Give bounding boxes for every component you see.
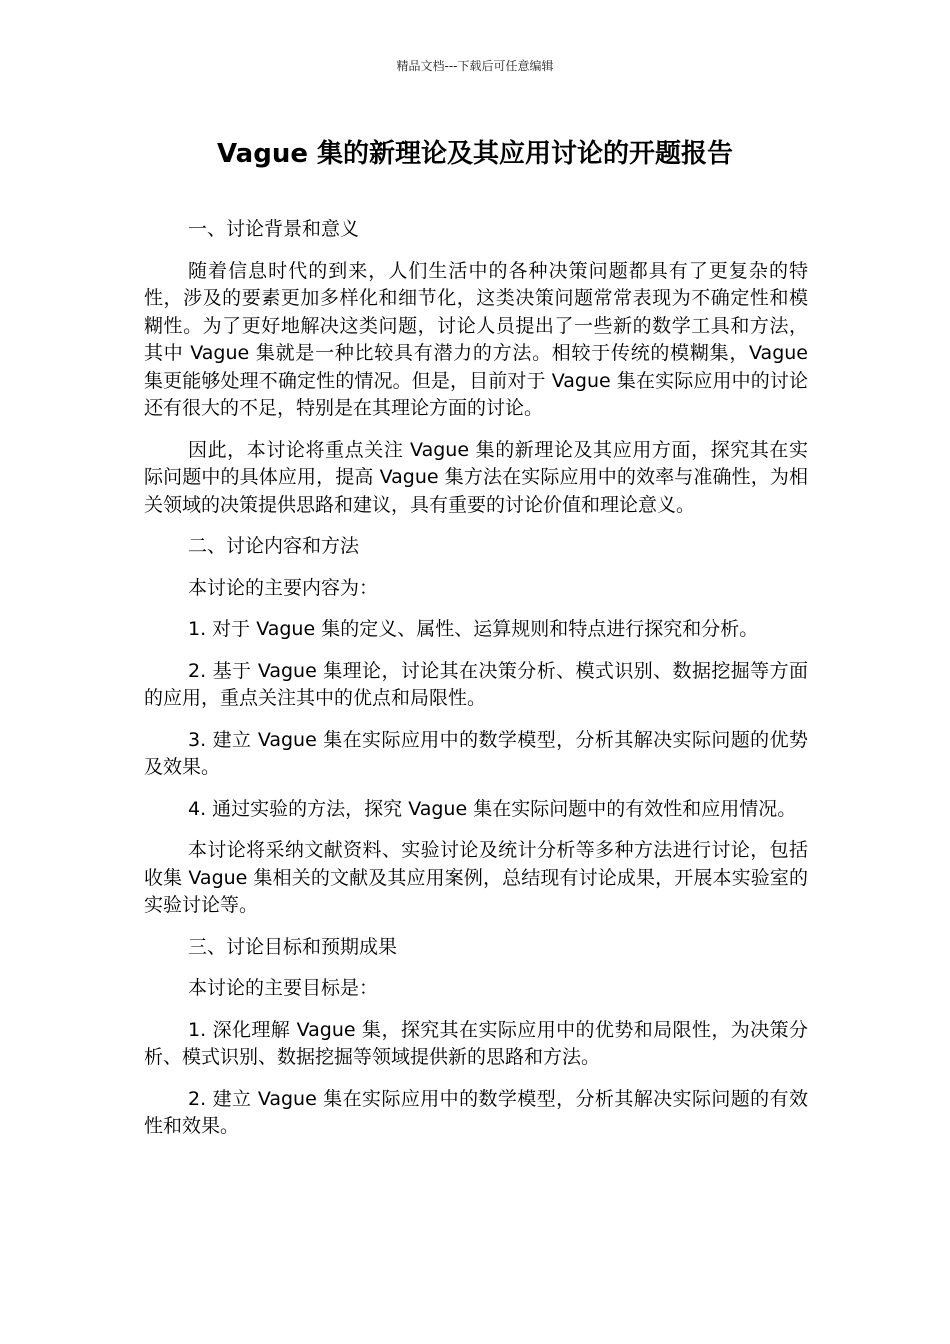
list-item-content-4: 4. 通过实验的方法，探究 Vague 集在实际问题中的有效性和应用情况。: [188, 797, 797, 820]
paragraph-background: 随着信息时代的到来，人们生活中的各种决策问题都具有了更复杂的特性，涉及的要素更加多样化和细节化，这类决策问题常常表现为不确定性和模糊性。为了更好地解决这类问题，讨论人员提出了一些新的数学工具和方法，其中 Vague 集就是一种比较具有潜力的方法。相较于传统的模糊集，Vague 集更能够处理不确定性的情况。但是，目前对于 Vague 集在实际应用中的讨论还有很大的不足，特别是在其理论方面的讨论。: [144, 259, 808, 419]
paragraph-content-intro: 本讨论的主要内容为：: [188, 576, 379, 599]
section-heading-content-methods: 二、讨论内容和方法: [188, 535, 360, 557]
list-item-content-3: 3. 建立 Vague 集在实际应用中的数学模型，分析其解决实际问题的优势及效果。: [144, 728, 808, 778]
list-item-content-2: 2. 基于 Vague 集理论，讨论其在决策分析、模式识别、数据挖掘等方面的应用，重点关注其中的优点和局限性。: [144, 659, 808, 709]
header-note: 精品文档---下载后可任意编辑: [396, 59, 554, 73]
list-item-goal-1: 1. 深化理解 Vague 集，探究其在实际应用中的优势和局限性，为决策分析、模式识别、数据挖掘等领域提供新的思路和方法。: [144, 1018, 808, 1068]
list-item-goal-2: 2. 建立 Vague 集在实际应用中的数学模型，分析其解决实际问题的有效性和效果。: [144, 1087, 808, 1137]
document-title: Vague 集的新理论及其应用讨论的开题报告: [216, 139, 734, 169]
paragraph-methods: 本讨论将采纳文献资料、实验讨论及统计分析等多种方法进行讨论，包括收集 Vague 集相关的文献及其应用案例，总结现有讨论成果，开展本实验室的实验讨论等。: [144, 839, 808, 916]
paragraph-goals-intro: 本讨论的主要目标是：: [188, 977, 379, 999]
paragraph-significance: 因此，本讨论将重点关注 Vague 集的新理论及其应用方面，探究其在实际问题中的具体应用，提高 Vague 集方法在实际应用中的效率与准确性，为相关领域的决策提供思路和建议，具有重要的讨论价值和理论意义。: [144, 438, 808, 516]
section-heading-background: 一、讨论背景和意义: [188, 218, 360, 240]
list-item-content-1: 1. 对于 Vague 集的定义、属性、运算规则和特点进行探究和分析。: [188, 618, 759, 640]
section-heading-goals: 三、讨论目标和预期成果: [188, 935, 398, 958]
document-body: [144, 216, 808, 1155]
